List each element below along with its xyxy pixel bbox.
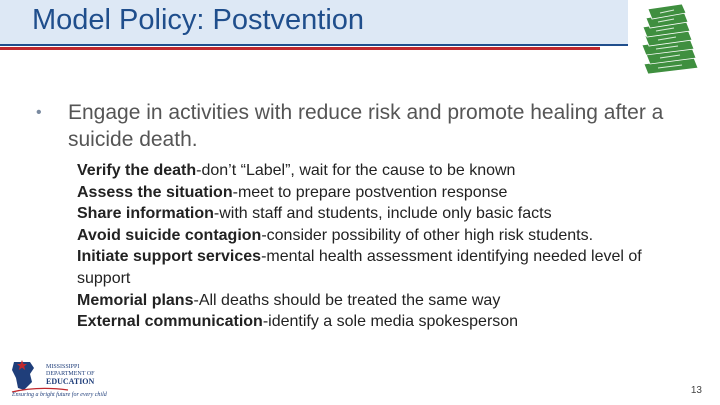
list-item [77,246,677,289]
step-desc: -with staff and students, include only basic facts [213,205,552,223]
list-item [77,182,677,204]
step-term: Initiate support services [77,248,262,266]
list-item [77,160,677,182]
logo-line3: EDUCATION [46,377,95,386]
logo-line2: DEPARTMENT OF [46,370,95,377]
step-desc: -consider possibility of other high risk students. [261,226,594,244]
logo-line1: MISSISSIPPI [46,364,80,370]
title-underline-blue [0,44,628,46]
step-term: Memorial plans [77,291,194,309]
step-term: Avoid suicide contagion [77,226,262,244]
list-item [77,225,677,247]
logo-wordmark [46,364,106,386]
step-term: Verify the death [77,162,197,179]
step-desc: -mental health assessment identifying needed level of support [77,248,642,287]
page-number: 13 [690,385,702,396]
step-desc: -don’t “Label”, wait for the cause to be known [196,162,516,179]
list-item [77,203,677,225]
step-desc: -identify a sole media spokesperson [262,313,519,331]
main-bullet-text: Engage in activities with reduce risk and promote healing after a suicide death. [68,101,664,151]
step-term: Share information [77,205,214,223]
step-term: Assess the situation [77,183,233,201]
step-desc: -All deaths should be treated the same way [193,291,501,309]
books-stack-icon [630,2,708,76]
slide-title: Model Policy: Postvention [32,4,365,36]
postvention-steps [77,160,677,333]
step-term: External communication [77,313,263,331]
step-desc: -meet to prepare postvention response [232,183,508,201]
title-underline-red [0,47,600,50]
bullet-dot: • [36,104,42,121]
list-item [77,311,677,333]
logo-tagline: Ensuring a bright future for every child [12,392,107,398]
list-item [77,290,677,312]
